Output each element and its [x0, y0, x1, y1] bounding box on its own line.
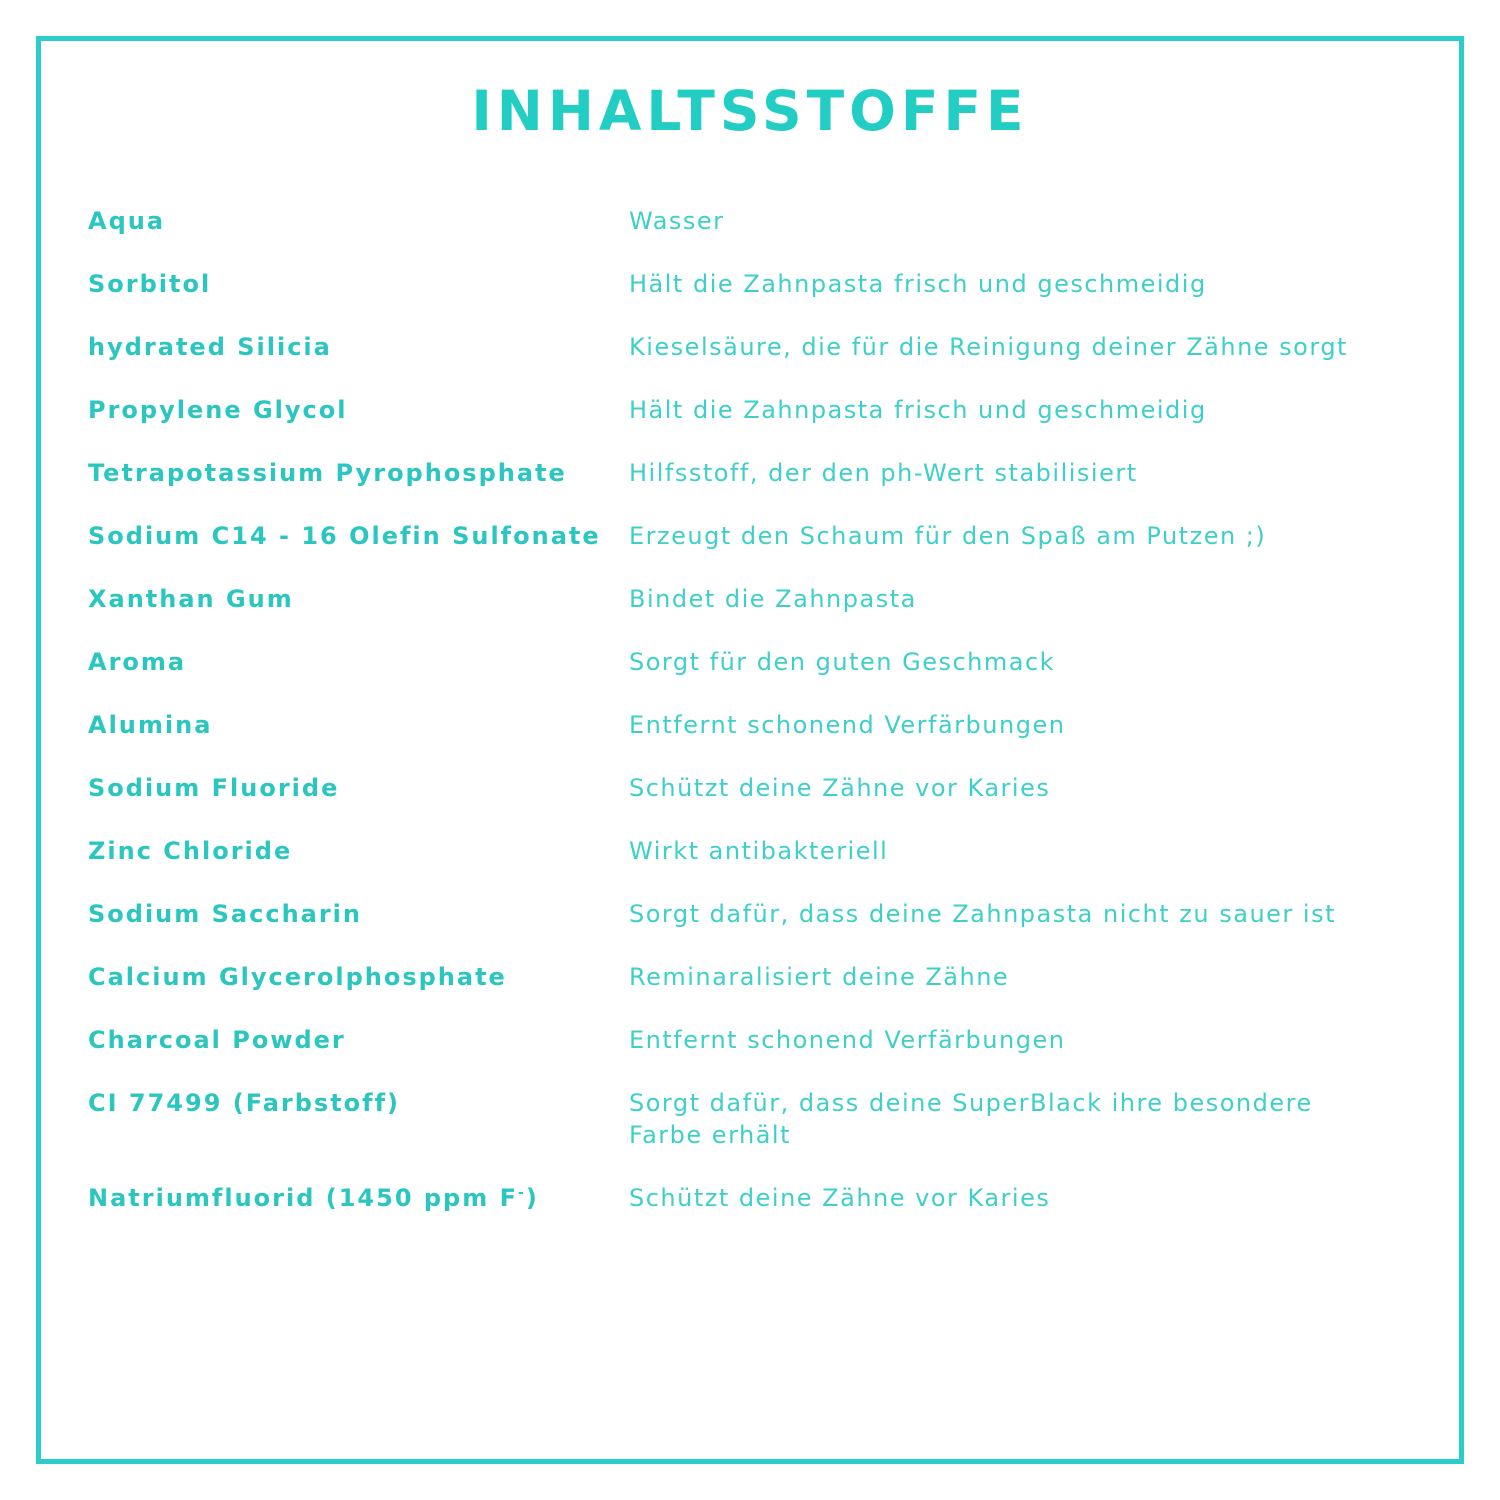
page-title: INHALTSSTOFFE [471, 79, 1029, 143]
ingredient-name: Xanthan Gum [88, 585, 294, 613]
ingredient-name: Tetrapotassium Pyrophosphate [88, 459, 567, 487]
ingredient-name: Aroma [88, 648, 187, 676]
ingredient-name-text: Natriumfluorid (1450 ppm F [88, 1184, 518, 1212]
ingredient-row [88, 1182, 1428, 1245]
ingredient-description: Sorgt dafür, dass deine Zahnpasta nicht zu sauer ist [629, 900, 1337, 928]
ingredient-row [88, 835, 1428, 898]
ingredient-list [88, 205, 1428, 1245]
ingredient-description: Schützt deine Zähne vor Karies [629, 774, 1051, 802]
ingredient-description: Entfernt schonend Verfärbungen [629, 1026, 1066, 1054]
ingredient-row [88, 709, 1428, 772]
ingredient-name: Sodium Fluoride [88, 774, 340, 802]
ingredient-description: Hält die Zahnpasta frisch und geschmeidig [629, 396, 1207, 424]
ingredient-name: CI 77499 (Farbstoff) [88, 1089, 401, 1117]
ingredient-description: Wasser [629, 207, 725, 235]
ingredient-description: Wirkt antibakteriell [629, 837, 889, 865]
ingredient-row [88, 961, 1428, 1024]
ingredient-description: Kieselsäure, die für die Reinigung deiner Zähne sorgt [629, 333, 1348, 361]
ingredient-row [88, 583, 1428, 646]
ingredient-name [88, 1182, 629, 1214]
ingredient-description: Hilfsstoff, der den ph-Wert stabilisiert [629, 459, 1138, 487]
ingredient-description: Reminaralisiert deine Zähne [629, 963, 1010, 991]
ingredient-name: Sorbitol [88, 270, 212, 298]
ingredient-row [88, 1087, 1428, 1182]
ingredient-row [88, 205, 1428, 268]
ingredient-description: Entfernt schonend Verfärbungen [629, 711, 1066, 739]
ingredient-row [88, 394, 1428, 457]
ingredient-name-suffix: ) [525, 1184, 539, 1212]
ingredient-row [88, 898, 1428, 961]
ingredient-name: Calcium Glycerolphosphate [88, 963, 507, 991]
ingredient-row [88, 457, 1428, 520]
ingredient-row [88, 331, 1428, 394]
ingredient-description: Sorgt für den guten Geschmack [629, 648, 1056, 676]
ingredient-name: Charcoal Powder [88, 1026, 346, 1054]
ingredient-description: Bindet die Zahnpasta [629, 585, 917, 613]
ingredient-row [88, 772, 1428, 835]
ingredient-name: Sodium Saccharin [88, 900, 362, 928]
ingredient-description: Sorgt dafür, dass deine SuperBlack ihre besondere Farbe erhält [629, 1089, 1313, 1149]
ingredient-name: Aqua [88, 207, 166, 235]
ingredient-name: Propylene Glycol [88, 396, 348, 424]
ingredient-name: Alumina [88, 711, 213, 739]
ingredient-name: Zinc Chloride [88, 837, 293, 865]
ingredient-row [88, 646, 1428, 709]
ingredient-row [88, 1024, 1428, 1087]
ingredient-name: hydrated Silicia [88, 333, 332, 361]
ingredient-name: Sodium C14 - 16 Olefin Sulfonate [88, 522, 601, 550]
ingredient-description: Schützt deine Zähne vor Karies [629, 1184, 1051, 1212]
ingredient-name-superscript: - [518, 1185, 526, 1201]
ingredient-row [88, 520, 1428, 583]
ingredient-description: Erzeugt den Schaum für den Spaß am Putzen ;) [629, 522, 1267, 550]
ingredient-row [88, 268, 1428, 331]
ingredient-description: Hält die Zahnpasta frisch und geschmeidig [629, 270, 1207, 298]
